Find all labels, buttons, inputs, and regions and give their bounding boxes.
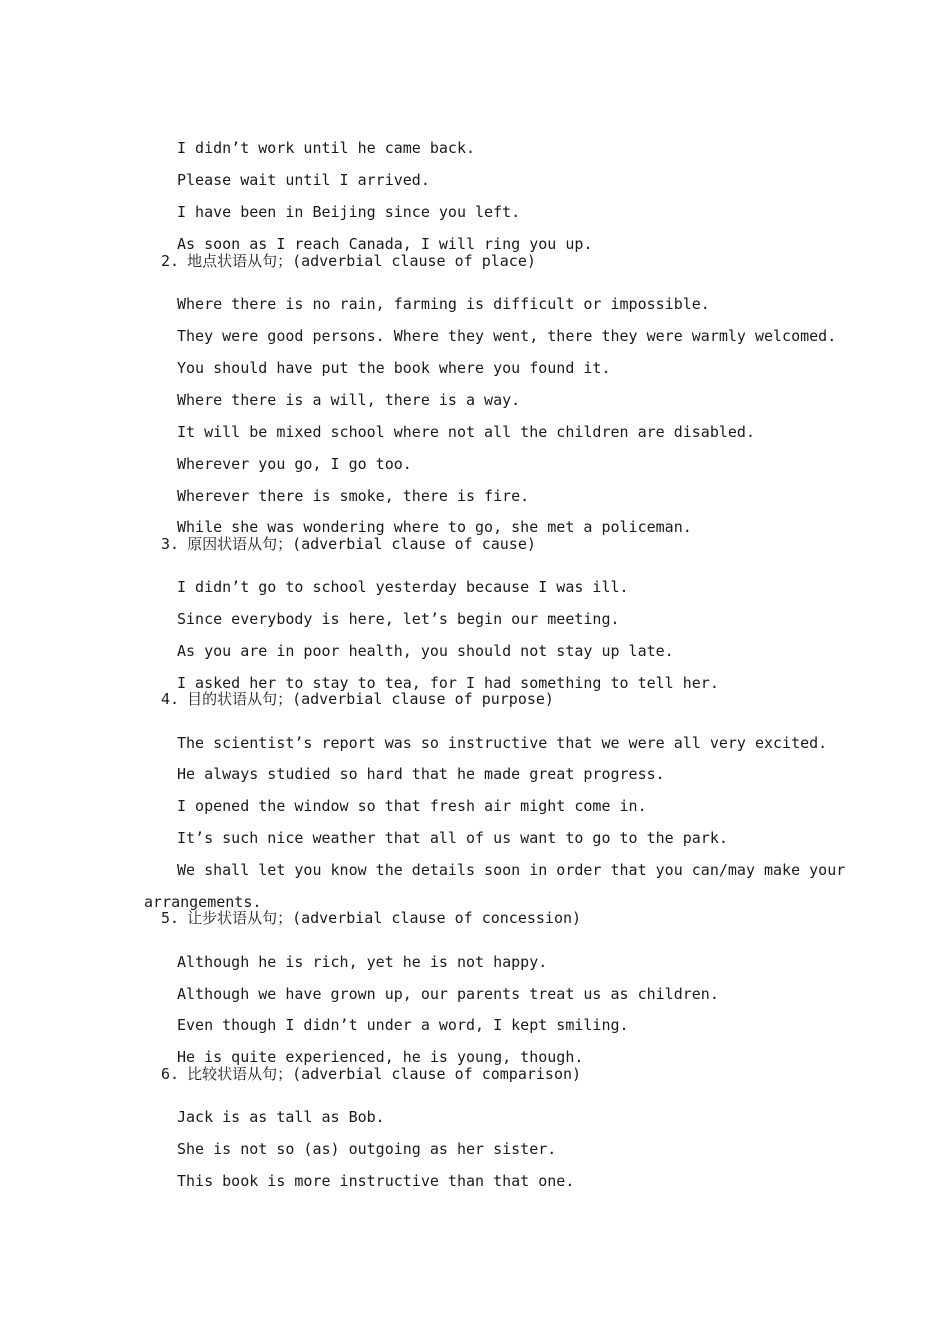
example-continuation: arrangements. [144, 893, 262, 911]
example-sentence: I asked her to stay to tea, for I had something to tell her. [177, 674, 719, 692]
example-sentence: I didn’t work until he came back. [177, 139, 476, 157]
section-number: 3. [161, 535, 180, 553]
example-sentence: Although he is rich, yet he is not happy. [177, 953, 548, 971]
example-sentence: We shall let you know the details soon in order that you can/may make your [177, 861, 846, 879]
section-number: 5. [161, 909, 180, 927]
example-sentence: As soon as I reach Canada, I will ring you up. [177, 235, 593, 253]
section-title: 让步状语从句；(adverbial clause of concession) [187, 909, 582, 927]
example-sentence: Where there is no rain, farming is difficult or impossible. [177, 295, 710, 313]
example-sentence: I opened the window so that fresh air might come in. [177, 797, 647, 815]
example-sentence: He is quite experienced, he is young, though. [177, 1048, 584, 1066]
example-sentence: Wherever there is smoke, there is fire. [177, 487, 530, 505]
section-number: 4. [161, 690, 180, 708]
section-number: 6. [161, 1065, 180, 1083]
example-sentence: He always studied so hard that he made great progress. [177, 765, 665, 783]
example-sentence: You should have put the book where you found it. [177, 359, 611, 377]
example-sentence: Since everybody is here, let’s begin our meeting. [177, 610, 620, 628]
section-heading [161, 252, 536, 270]
example-sentence: It will be mixed school where not all the children are disabled. [177, 423, 755, 441]
section-title: 原因状语从句；(adverbial clause of cause) [187, 535, 536, 553]
section-heading [161, 1065, 581, 1083]
example-sentence: Although we have grown up, our parents treat us as children. [177, 985, 719, 1003]
example-sentence: While she was wondering where to go, she met a policeman. [177, 518, 692, 536]
example-sentence: Please wait until I arrived. [177, 171, 430, 189]
section-title: 目的状语从句；(adverbial clause of purpose) [187, 690, 554, 708]
section-title: 比较状语从句；(adverbial clause of comparison) [187, 1065, 582, 1083]
section-title: 地点状语从句；(adverbial clause of place) [187, 252, 536, 270]
example-sentence: Jack is as tall as Bob. [177, 1108, 385, 1126]
example-sentence: She is not so (as) outgoing as her sister. [177, 1140, 557, 1158]
section-number: 2. [161, 252, 180, 270]
section-heading [161, 909, 581, 927]
example-sentence: The scientist’s report was so instructive that we were all very excited. [177, 734, 828, 752]
example-sentence: It’s such nice weather that all of us want to go to the park. [177, 829, 728, 847]
example-sentence: I didn’t go to school yesterday because I was ill. [177, 578, 629, 596]
section-heading [161, 690, 554, 708]
example-sentence: Wherever you go, I go too. [177, 455, 412, 473]
example-sentence: As you are in poor health, you should not stay up late. [177, 642, 674, 660]
example-sentence: Even though I didn’t under a word, I kept smiling. [177, 1016, 629, 1034]
example-sentence: I have been in Beijing since you left. [177, 203, 521, 221]
section-heading [161, 535, 536, 553]
example-sentence: This book is more instructive than that one. [177, 1172, 575, 1190]
example-sentence: They were good persons. Where they went, there they were warmly welcomed. [177, 327, 837, 345]
example-sentence: Where there is a will, there is a way. [177, 391, 521, 409]
